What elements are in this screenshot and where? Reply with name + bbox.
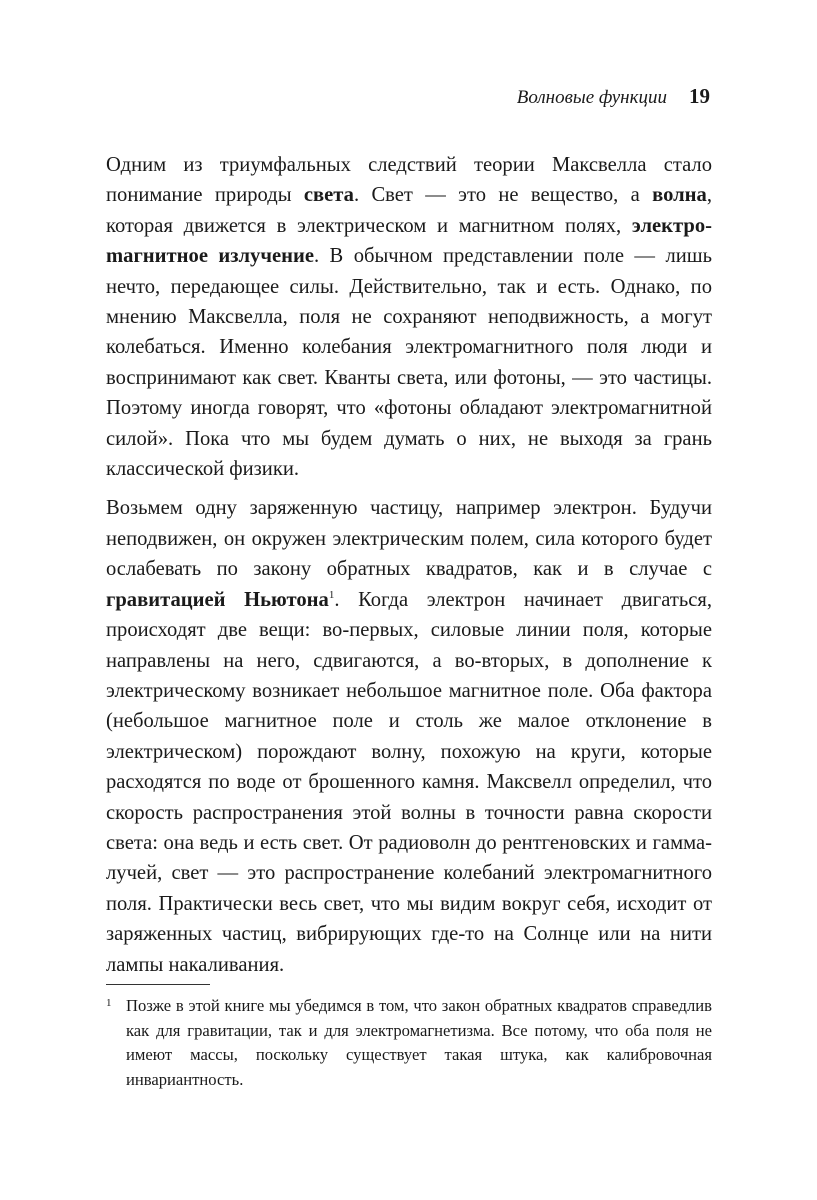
p1-bold-em-radiation: электроmагнитное излучение (106, 214, 712, 268)
p2-text-2: . Когда электрон начинает двигаться, происходят две вещи: во-первых, силовые линии поля, которые направлены на него, сдвигаются, а во-вторых, в дополнение к электрическому возникает небольшое магнитное поле. Оба фактора (небольшое магнитное поле и столь же малое отклонение в электрическом) порождают волну, похожую на круги, которые расходятся по воде от брошенного камня. Максвелл определил, что скорость распространения этой волны в точности равна скорости света: она ведь и есть свет. От радиоволн до рентгеновских и гамма-лучей, свет — это распространение колебаний электромагнитного поля. Практически весь свет, что мы видим вокруг себя, исходит от заряженных частиц, вибрирующих где-то на Солнце или на нити лампы накаливания. (106, 588, 712, 976)
page-number: 19 (689, 84, 710, 108)
paragraph-1 (106, 150, 712, 484)
main-text (106, 150, 712, 989)
p1-bold-volna: волна (652, 184, 707, 207)
running-title: Волновые функции (516, 87, 667, 108)
footnote-text: Позже в этой книге мы убедимся в том, что закон обратных квадратов справедлив как для гравитации, так и для электромагнетизма. Все потому, что оба поля не имеют массы, поскольку существует такая штука, как калибровочная инвариантность. (126, 996, 712, 1089)
p1-bold-svet: света (303, 184, 354, 207)
p1-text-1: Одним из триумфальных следствий теории Максвелла стало понимание природы (106, 154, 712, 207)
footnote-reference[interactable]: 1 (328, 588, 335, 601)
p1-text-2: . Свет — это не вещество, а (353, 184, 653, 207)
footnote (106, 994, 712, 1092)
p2-text-1: Возьмем одну заряженную частицу, например электрон. Будучи неподвижен, он окружен электрическим полем, сила которого будет ослабевать по закону обратных квадратов, как и в случае с (106, 497, 712, 581)
p1-text-4: . В обычном представлении поле — лишь нечто, передающее силы. Действительно, так и есть. Однако, по мнению Максвелла, поля не сохраняют неподвижность, а могут колебаться. Именно колебания электромагнитного поля люди и воспринимают как свет. Кванты света, или фотоны, — это частицы. Поэтому иногда говорят, что «фотоны обладают электромагнитной силой». Пока что мы будем думать о них, не выходя за грань классической физики. (106, 245, 712, 481)
footnote-divider (106, 984, 210, 985)
p2-bold-newton-gravity: гравитацией Ньютона (106, 588, 329, 611)
p1-text-3: , которая движется в электрическом и магнитном полях, (106, 184, 712, 237)
running-header (517, 84, 710, 109)
footnote-marker: 1 (106, 997, 112, 1009)
paragraph-2 (106, 493, 712, 980)
